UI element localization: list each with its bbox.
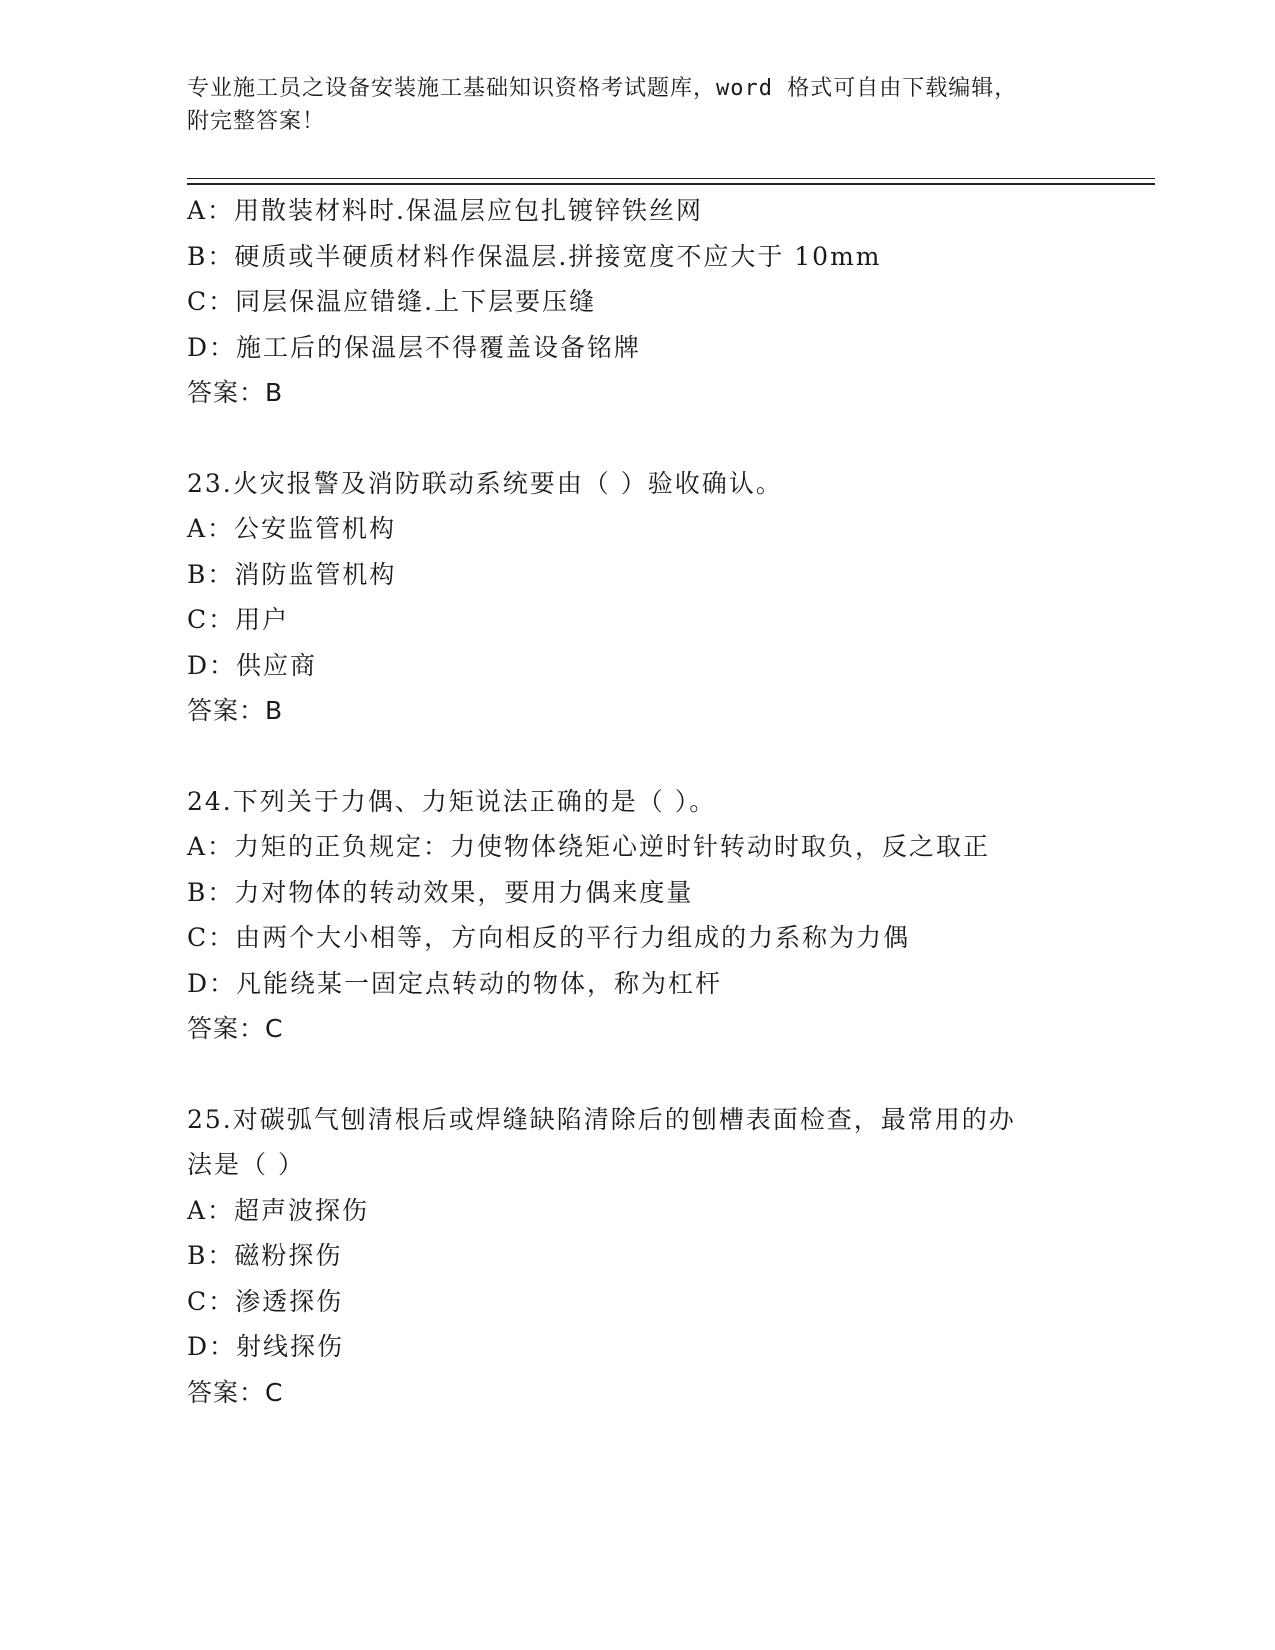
option-d: D：施工后的保温层不得覆盖设备铭牌 — [187, 332, 642, 362]
spacer — [187, 1052, 1147, 1097]
option-a: A：公安监管机构 — [187, 514, 397, 543]
option-b: B：消防监管机构 — [187, 559, 397, 589]
answer: 答案：B — [187, 378, 284, 407]
question-24 — [187, 779, 1147, 1052]
header-divider-thick — [187, 183, 1155, 185]
option-b: B：力对物体的转动效果，要用力偶来度量 — [187, 877, 694, 907]
option-d: D：供应商 — [187, 650, 318, 680]
option-a: A：超声波探伤 — [187, 1195, 370, 1225]
answer: 答案：B — [187, 696, 284, 725]
option-d: D：凡能绕某一固定点转动的物体，称为杠杆 — [187, 968, 723, 998]
option-c: C：同层保温应错缝.上下层要压缝 — [187, 287, 597, 316]
option-c: C：渗透探伤 — [187, 1286, 344, 1316]
header-title-line-2: 附完整答案！ — [187, 109, 326, 134]
answer: 答案：C — [187, 1377, 284, 1407]
question-text: 24.下列关于力偶、力矩说法正确的是（ ）。 — [187, 786, 717, 816]
question-text-line-1: 25.对碳弧气刨清根后或焊缝缺陷清除后的刨槽表面检查，最常用的办 — [187, 1104, 1016, 1134]
option-d: D：射线探伤 — [187, 1332, 345, 1361]
spacer — [187, 416, 1147, 461]
spacer — [187, 734, 1147, 779]
option-b: B：磁粉探伤 — [187, 1241, 343, 1270]
option-c: C：用户 — [187, 605, 290, 634]
option-a: A：力矩的正负规定：力使物体绕矩心逆时针转动时取负，反之取正 — [187, 832, 991, 861]
question-23 — [187, 461, 1147, 734]
question-25 — [187, 1097, 1147, 1416]
option-b: B：硬质或半硬质材料作保温层.拼接宽度不应大于 10mm — [187, 241, 882, 271]
option-c: C：由两个大小相等，方向相反的平行力组成的力系称为力偶 — [187, 923, 911, 952]
question-22 — [187, 188, 1147, 416]
question-text: 23.火灾报警及消防联动系统要由（ ）验收确认。 — [187, 468, 783, 498]
header-divider-thin — [187, 178, 1155, 179]
document-header — [187, 72, 1087, 138]
option-a: A：用散装材料时.保温层应包扎镀锌铁丝网 — [187, 196, 704, 225]
answer: 答案：C — [187, 1014, 284, 1043]
question-text-line-2: 法是（ ） — [187, 1150, 305, 1179]
header-title-line-1: 专业施工员之设备安装施工基础知识资格考试题库，word 格式可自由下载编辑， — [187, 76, 1018, 101]
question-list — [187, 188, 1147, 1415]
